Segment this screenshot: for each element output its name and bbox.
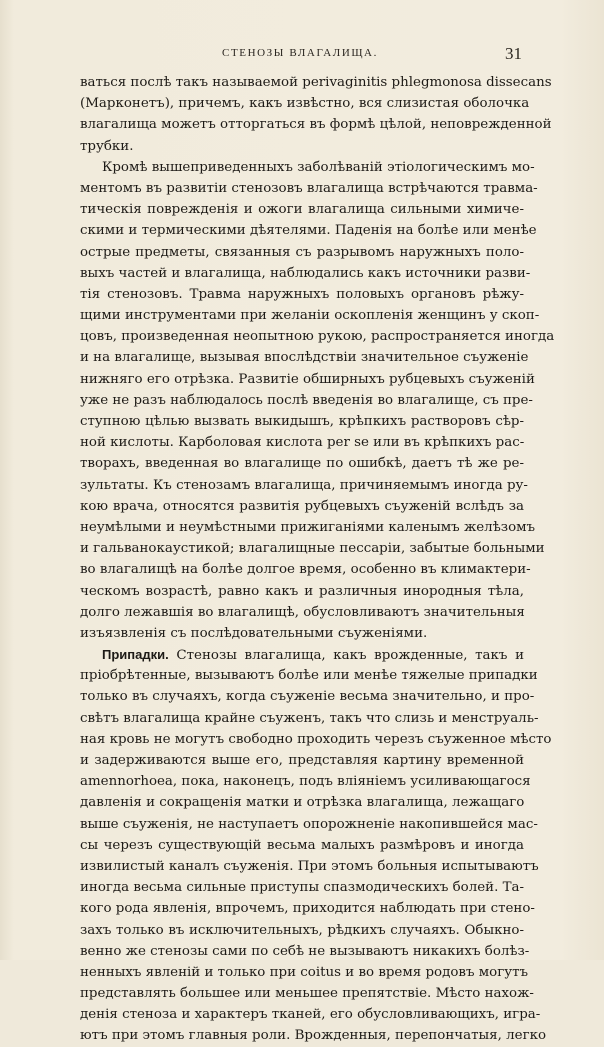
text-line: пріобрѣтенные, вызываютъ болѣе или менѣе тяжелые припадки — [80, 668, 538, 684]
text-line: и задерживаются выше его, представляя картину временной — [80, 753, 524, 768]
text-line: изъязвленія съ послѣдовательными съуженіями. — [80, 625, 428, 641]
text-line: творахъ, введенная во влагалище по ошибкѣ, даетъ тѣ же ре- — [80, 456, 524, 472]
text-line: представлять большее или меньшее препятствіе. Мѣсто нахож- — [80, 986, 534, 1002]
text-line: денія стеноза и характеръ тканей, его обусловливающихъ, игра- — [80, 1007, 541, 1023]
text-line: ступною цѣлью вызвать выкидышъ, крѣпкихъ растворовъ сѣр- — [80, 414, 524, 429]
text-line: острые предметы, связанныя съ разрывомъ наружныхъ поло- — [80, 244, 524, 260]
text-line: Кромѣ вышеприведенныхъ заболѣваній этіологическимъ мо- — [102, 159, 535, 175]
text-line: цовъ, произведенная неопытною рукою, распространяется иногда — [80, 329, 555, 345]
text-line: неумѣлыми и неумѣстными прижиганіями каленымъ желѣзомъ — [80, 519, 536, 535]
text-line: щими инструментами при желаніи оскопленія женщинъ у скоп- — [80, 308, 540, 324]
text-line: ментомъ въ развитіи стенозовъ влагалища встрѣчаются травма- — [80, 180, 538, 196]
text-line: долго лежавшія во влагалищѣ, обусловливаютъ значительныя — [80, 604, 525, 620]
text-line: и гальванокаустикой; влагалищные пессаріи, забытые больными — [80, 541, 545, 557]
text-line: ная кровь не могутъ свободно проходить черезъ съуженное мѣсто — [80, 731, 552, 747]
section-heading: Припадки. — [102, 647, 169, 663]
text-line: ваться послѣ такъ называемой perivaginitis phlegmonosa dissecans — [80, 75, 552, 90]
page-header — [80, 44, 520, 64]
text-line: во влагалищѣ на болѣе долгое время, особенно въ климактери- — [80, 562, 531, 578]
text-line: сы черезъ существующій весьма малыхъ размѣровъ и иногда — [80, 837, 524, 853]
text-line: нижняго его отрѣзка. Развитіе обширныхъ рубцевыхъ съуженій — [80, 371, 535, 387]
text-line: давленія и сокращенія матки и отрѣзка влагалища, лежащаго — [80, 795, 525, 811]
text-line: захъ только въ исключительныхъ, рѣдкихъ случаяхъ. Обыкно- — [80, 922, 524, 938]
text-line: извилистый каналъ съуженія. При этомъ больныя испытываютъ — [80, 858, 539, 874]
text-line: иногда весьма сильные приступы спазмодическихъ болей. Та- — [80, 880, 525, 896]
text-line: свѣтъ влагалища крайне съуженъ, такъ что слизь и менструаль- — [80, 710, 539, 726]
text-line — [80, 644, 524, 665]
page-number: 31 — [505, 44, 522, 63]
text-line: зультаты. Къ стенозамъ влагалища, причиняемымъ иногда ру- — [80, 477, 528, 493]
text-line: скими и термическими дѣятелями. Паденія на болѣе или менѣе — [80, 223, 537, 239]
running-title: СТЕНОЗЫ ВЛАГАЛИЩА. — [222, 47, 378, 59]
body-text — [80, 72, 555, 1047]
text-line: (Марконетъ), причемъ, какъ извѣстно, вся слизистая оболочка — [80, 96, 530, 112]
text-line: ютъ при этомъ главныя роли. Врожденныя, перепончатыя, легко — [80, 1028, 547, 1044]
text-line: тія стенозовъ. Травма наружныхъ половыхъ органовъ рѣжу- — [80, 286, 524, 302]
text-line: ной кислоты. Карболовая кислота per se или въ крѣпкихъ рас- — [80, 435, 525, 451]
text-line: amennorhoea, пока, наконецъ, подъ вліяніемъ усиливающагося — [80, 774, 531, 790]
text-line: венно же стенозы сами по себѣ не вызываютъ никакихъ болѣз- — [80, 943, 530, 959]
text-line: ческомъ возрастѣ, равно какъ и различныя инородныя тѣла, — [80, 583, 524, 599]
text-line: влагалища можетъ отторгаться въ формѣ цѣлой, неповрежденной — [80, 117, 552, 133]
text-line: выше съуженія, не наступаетъ опорожненіе накопившейся мас- — [80, 816, 538, 832]
text-line: и на влагалище, вызывая впослѣдствіи значительное съуженіе — [80, 350, 529, 366]
text-line: уже не разъ наблюдалось послѣ введенія во влагалище, съ пре- — [80, 392, 533, 408]
text-line: тическія поврежденія и ожоги влагалища сильными химиче- — [80, 202, 524, 218]
text-line: трубки. — [80, 138, 134, 154]
text-line: ненныхъ явленій и только при coitus и во время родовъ могутъ — [80, 964, 529, 980]
text-line: выхъ частей и влагалища, наблюдались какъ источники разви- — [80, 265, 531, 281]
heading-line-text: Стенозы влагалища, какъ врожденные, такъ и — [176, 648, 524, 664]
text-line: только въ случаяхъ, когда съуженіе весьма значительно, и про- — [80, 689, 535, 705]
text-line: кою врача, относятся развитія рубцевыхъ съуженій вслѣдъ за — [80, 498, 524, 514]
text-line: кого рода явленія, впрочемъ, приходится наблюдать при стено- — [80, 901, 535, 917]
